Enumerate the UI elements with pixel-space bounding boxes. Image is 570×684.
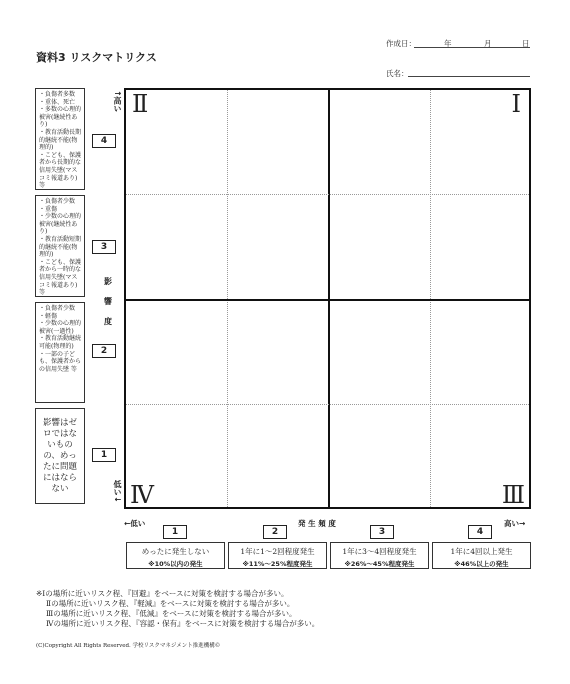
desc-line: ・教育活動長期的継続不能(物理的): [39, 128, 82, 152]
year-label: 年: [444, 39, 452, 48]
freq-low-label: ←低い: [124, 519, 146, 528]
quadrant-2-label: Ⅱ: [132, 90, 149, 118]
name-field[interactable]: [408, 76, 530, 77]
note-line: Ⅱの場所に近いリスク程、『軽減』をベースに対策を検討する場合が多い。: [46, 599, 295, 608]
impact-desc-level2: [35, 302, 85, 403]
freq-desc-1: [126, 542, 225, 569]
freq-level-4: 4: [468, 525, 492, 539]
risk-matrix-grid: [124, 88, 531, 509]
desc-line: ・教育活動短期的継続不能(物理的): [39, 235, 82, 259]
impact-axis-label-2: 響: [104, 297, 112, 306]
desc-line: ・教育活動継続可能(物理的): [39, 335, 82, 350]
freq-desc-text: 1年に4回以上発生: [450, 547, 513, 556]
notes: [36, 589, 319, 629]
desc-text: 影響はゼロではないものの、めったに問題にはならない: [42, 417, 77, 494]
desc-line: ・多数の心理的被害(継続性あり): [39, 106, 82, 129]
impact-level-1: 1: [92, 448, 116, 462]
desc-line: ・こども、保護者から一時的な信用失墜(マスコミ報道あり) 等: [39, 258, 82, 297]
grid-center-horizontal: [126, 299, 529, 301]
freq-desc-text: 1年に1〜2回程度発生: [240, 547, 315, 556]
freq-desc-pct: ※46%以上の発生: [454, 560, 509, 568]
desc-line: ・負傷者多数: [39, 91, 76, 98]
desc-line: ・少数の心理的被害(継続性あり): [39, 213, 82, 236]
name-label: 氏名：: [386, 69, 409, 78]
freq-high-label: 高い→: [504, 519, 526, 528]
desc-line: ・軽傷: [39, 312, 58, 320]
impact-level-3: 3: [92, 240, 116, 254]
freq-desc-pct: ※11%〜25%程度発生: [242, 560, 313, 568]
day-label: 日: [522, 39, 530, 48]
note-line: Ⅳの場所に近いリスク程、『容認・保有』をベースに対策を検討する場合が多い。: [46, 619, 320, 628]
quadrant-1-label: Ⅰ: [511, 90, 521, 118]
impact-level-2: 2: [92, 344, 116, 358]
desc-line: ・こども、保護者から長期的な信用失墜(マスコミ報道あり) 等: [39, 151, 82, 190]
impact-low-label: 低い↓: [113, 480, 122, 503]
note-line: Ⅲの場所に近いリスク程、『低減』をベースに対策を検討する場合が多い。: [46, 609, 297, 618]
impact-axis-label-3: 度: [104, 317, 112, 326]
desc-line: ・負傷者少数: [39, 198, 76, 205]
impact-axis-label-1: 影: [104, 277, 112, 286]
quadrant-4-label: Ⅳ: [130, 481, 154, 509]
desc-line: ・重傷: [39, 205, 58, 213]
freq-desc-3: [330, 542, 429, 569]
date-field[interactable]: [414, 47, 530, 48]
page-title: 資料3 リスクマトリクス: [36, 51, 157, 64]
copyright: (C)Copyright All Rights Reserved. 学校リスクマネジメント推進機構©: [36, 643, 221, 649]
freq-desc-pct: ※10%以内の発生: [148, 560, 203, 568]
desc-line: ・負傷者少数: [39, 305, 76, 312]
freq-level-3: 3: [370, 525, 394, 539]
freq-desc-2: [228, 542, 327, 569]
freq-level-1: 1: [163, 525, 187, 539]
grid-line: [126, 404, 529, 405]
freq-desc-text: めったに発生しない: [141, 547, 210, 556]
desc-line: ・少数の心理的被害(一過性): [39, 320, 82, 335]
freq-desc-pct: ※26%〜45%程度発生: [344, 560, 415, 568]
grid-line: [126, 194, 529, 195]
date-label: 作成日：: [386, 39, 416, 48]
month-label: 月: [484, 39, 492, 48]
impact-high-label: ↑高い: [113, 90, 122, 113]
freq-axis-label: 発 生 頻 度: [298, 519, 336, 528]
impact-level-4: 4: [92, 134, 116, 148]
quadrant-3-label: Ⅲ: [501, 481, 525, 509]
note-line: ※Ⅰの場所に近いリスク程、『回避』をベースに対策を検討する場合が多い。: [36, 589, 289, 598]
desc-line: ・一部の子ども、保護者からの信用失墜 等: [39, 350, 82, 373]
freq-desc-text: 1年に3〜4回程度発生: [342, 547, 417, 556]
desc-line: ・重体、死亡: [39, 98, 76, 106]
freq-level-2: 2: [263, 525, 287, 539]
impact-desc-level1: [35, 408, 85, 504]
impact-desc-level3: [35, 195, 85, 297]
impact-desc-level4: [35, 88, 85, 190]
freq-desc-4: [432, 542, 531, 569]
